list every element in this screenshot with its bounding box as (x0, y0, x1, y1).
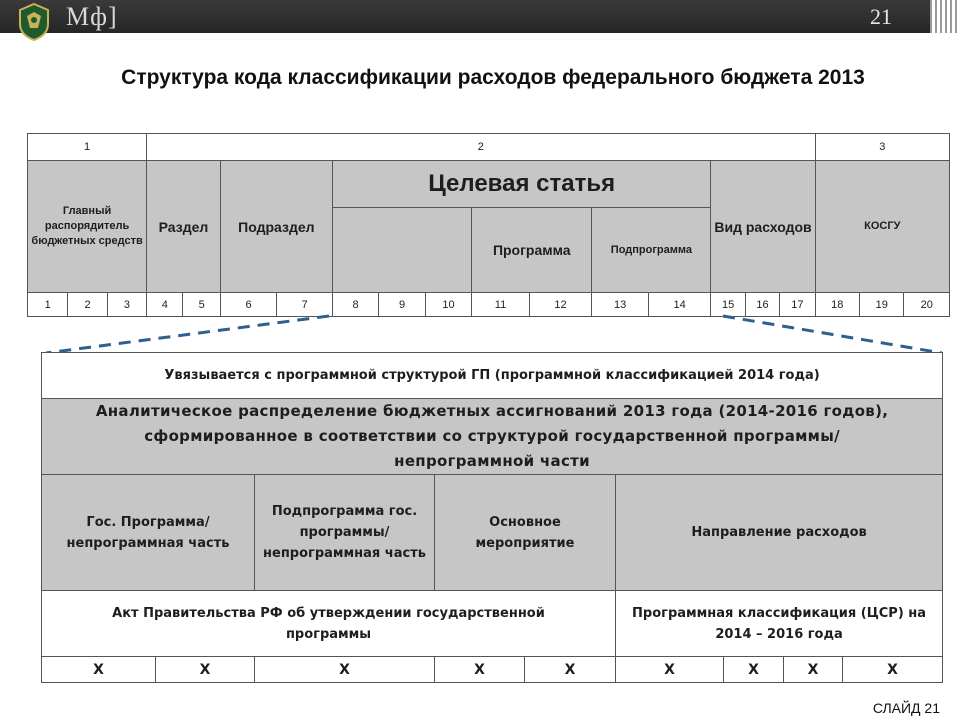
program-structure-table (41, 352, 943, 683)
x-mark-cell: X (724, 657, 784, 683)
digit-position-cell: 14 (648, 293, 711, 317)
analytical-distribution-row: Аналитическое распределение бюджетных ассигнований 2013 года (2014-2016 годов), сформированное в соответствии со структурой государственной программы/непрограммной части (42, 399, 943, 475)
x-marks-row (42, 657, 943, 683)
digit-position-cell: 6 (220, 293, 277, 317)
x-mark-cell: X (255, 657, 435, 683)
ministry-brand: Мф] (66, 2, 118, 31)
section-header: Раздел (147, 161, 221, 293)
digit-position-cell: 2 (68, 293, 107, 317)
slide-number: 21 (870, 4, 892, 29)
program-header: Программа (472, 208, 592, 293)
slide-title: Структура кода классификации расходов федерального бюджета 2013 (121, 66, 865, 89)
government-act-cell: Акт Правительства РФ об утверждении государственной программы (42, 591, 616, 657)
x-mark-cell: X (42, 657, 156, 683)
dashed-connector-right (723, 316, 942, 353)
state-program-header: Гос. Программа/ непрограммная часть (42, 475, 255, 591)
target-article-header: Целевая статья (332, 161, 711, 208)
digit-position-cell: 10 (425, 293, 471, 317)
linkage-row: Увязывается с программной структурой ГП (программной классификацией 2014 года) (42, 353, 943, 399)
digit-position-cell: 9 (379, 293, 425, 317)
digit-position-cell: 4 (147, 293, 183, 317)
expense-type-header: Вид расходов (711, 161, 815, 293)
digit-position-cell: 7 (277, 293, 333, 317)
subprogram-header: Подпрограмма (592, 208, 711, 293)
x-mark-cell: X (784, 657, 843, 683)
digit-position-cell: 18 (815, 293, 859, 317)
digit-position-cell: 1 (28, 293, 68, 317)
digit-position-cell: 15 (711, 293, 745, 317)
slide-footer: СЛАЙД 21 (872, 700, 940, 716)
main-activity-header: Основное мероприятие (435, 475, 616, 591)
chief-administrator-header: Главный распорядитель бюджетных средств (28, 161, 147, 293)
digit-position-cell: 17 (780, 293, 815, 317)
digit-position-cell: 19 (860, 293, 904, 317)
x-mark-cell: X (525, 657, 616, 683)
expense-direction-header: Направление расходов (616, 475, 943, 591)
group-number-1: 1 (28, 134, 147, 161)
digit-position-cell: 11 (472, 293, 530, 317)
group-number-2: 2 (147, 134, 815, 161)
program-classification-cell: Программная классификация (ЦСР) на 2014 – 2016 года (616, 591, 943, 657)
x-mark-cell: X (616, 657, 724, 683)
digit-position-cell: 12 (529, 293, 592, 317)
x-mark-cell: X (435, 657, 525, 683)
x-mark-cell: X (156, 657, 255, 683)
x-mark-cell: X (843, 657, 943, 683)
digit-position-cell: 5 (183, 293, 220, 317)
digit-position-cell: 8 (332, 293, 378, 317)
dashed-connector-left (46, 316, 329, 353)
group-number-3: 3 (815, 134, 949, 161)
digit-position-cell: 20 (904, 293, 950, 317)
digit-position-cell: 16 (745, 293, 779, 317)
digit-position-cell: 3 (107, 293, 146, 317)
kosgu-header: КОСГУ (815, 161, 949, 293)
digit-position-cell: 13 (592, 293, 649, 317)
subprogram-state-header: Подпрограмма гос. программы/ непрограммная часть (255, 475, 435, 591)
subsection-header: Подраздел (220, 161, 332, 293)
